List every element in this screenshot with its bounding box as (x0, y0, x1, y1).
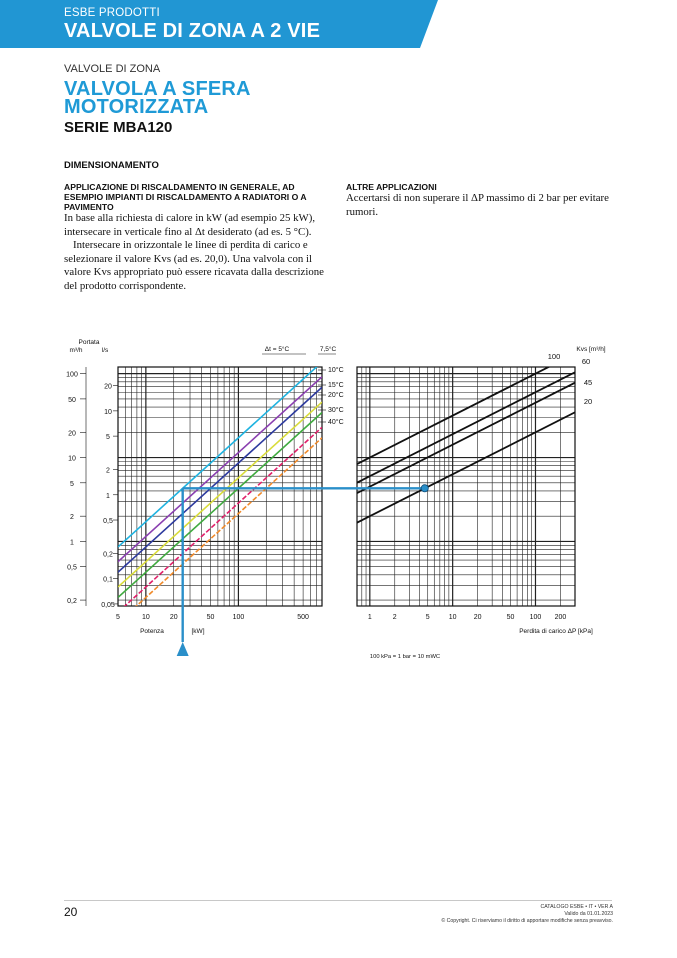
ls-tick-label: 1 (106, 492, 110, 500)
series-label-20: 20°C (328, 392, 344, 399)
right-paragraph-1: Accertarsi di non superare il ΔP massimo di 2 bar per evitare rumori. (346, 192, 609, 218)
series-line-7.5c (118, 377, 322, 562)
unit-note: 100 kPa = 1 bar = 10 mWC (369, 654, 441, 660)
ls-tick-label: 5 (106, 434, 110, 442)
series-label-40: 40°C (328, 419, 344, 426)
right-plot-frame (357, 367, 575, 606)
kvs-line-20 (357, 412, 575, 522)
ls-tick-label: 10 (104, 408, 112, 416)
m3h-tick-label: 5 (70, 480, 74, 488)
left-paragraph-2: Intersecare in orizzontale le linee di perdita di carico e selezionare il valore Kvs (ad es. 20,0). Una valvola con il valore Kvs appropriato può essere ricavata dalla descrizione del prodotto corrispondente. (64, 239, 324, 292)
kvs-label-20: 20 (583, 397, 593, 406)
delta-t-header: Δt = 5°C (264, 346, 290, 353)
power-tick-label: 100 (232, 614, 245, 621)
m3h-tick-label: 100 (66, 371, 78, 379)
power-tick-label: 20 (169, 614, 178, 621)
dp-tick-label: 200 (554, 614, 567, 621)
footer-divider (64, 900, 612, 901)
series-label-10: 10°C (328, 367, 344, 374)
m3h-tick-label: 1 (70, 539, 74, 547)
m3h-tick-label: 0,5 (67, 564, 77, 572)
delta-t-header-2: 7,5°C (319, 346, 337, 353)
series-line-10c (118, 387, 322, 572)
page-number: 20 (64, 905, 78, 919)
series-label-30: 30°C (328, 407, 344, 414)
product-title: VALVOLA A SFERA MOTORIZZATA (64, 78, 250, 118)
y-unit-ls: l/s (101, 347, 109, 354)
subheading: DIMENSIONAMENTO (64, 160, 159, 171)
kvs-axis-title: Kvs [m³/h] (576, 346, 606, 353)
kvs-label-60: 60 (581, 357, 591, 366)
footer-catalog: CATALOGO ESBE • IT • VER A (540, 904, 613, 910)
m3h-tick-label: 2 (70, 514, 74, 522)
text-column-right (346, 182, 616, 219)
kvs-line-45 (357, 383, 575, 493)
footer-valid: Valido da 01.01.2023 (564, 911, 613, 917)
power-tick-label: 10 (141, 614, 150, 621)
dp-tick-label: 20 (473, 614, 482, 621)
m3h-tick-label: 10 (68, 455, 76, 463)
dp-tick-label: 5 (425, 614, 430, 621)
ls-tick-label: 0,05 (101, 601, 115, 609)
power-tick-label: 5 (116, 614, 120, 621)
x-axis-label-dp: Perdita di carico ΔP [kPa] (519, 628, 593, 635)
x-axis-label-power: Potenza (140, 628, 164, 635)
left-heading: APPLICAZIONE DI RISCALDAMENTO IN GENERALE, AD ESEMPIO IMPIANTI DI RISCALDAMENTO A RADIATORI O A PAVIMENTO (64, 182, 307, 212)
left-paragraph-1: In base alla richiesta di calore in kW (ad esempio 25 kW), intersecare in verticale fino al Δt desiderato (ad es. 5 °C). (64, 212, 316, 238)
dp-tick-label: 10 (448, 614, 457, 621)
kvs-line-100 (357, 354, 575, 464)
dp-tick-label: 2 (392, 614, 397, 621)
kvs-label-100: 100 (547, 352, 561, 361)
series-label-15: 15°C (328, 382, 344, 389)
ls-tick-label: 20 (104, 383, 112, 391)
header-title: VALVOLE DI ZONA A 2 VIE (64, 20, 321, 42)
power-tick-label: 500 (297, 614, 309, 621)
ls-tick-label: 0,5 (103, 518, 113, 526)
ls-tick-label: 2 (106, 467, 110, 475)
ls-tick-label: 0,1 (103, 576, 113, 584)
text-column-left (64, 182, 329, 294)
series-line-20c (118, 413, 322, 598)
sizing-chart (0, 330, 677, 670)
kvs-label-45: 45 (583, 378, 593, 387)
dp-tick-label: 50 (506, 614, 515, 621)
header-banner (0, 0, 677, 48)
y-unit-m3h: m³/h (69, 347, 83, 354)
right-heading: ALTRE APPLICAZIONI (346, 182, 437, 192)
dp-tick-label: 1 (367, 614, 372, 621)
kvs-line-60 (357, 372, 575, 482)
y-axis-title: Portata (78, 339, 100, 346)
m3h-tick-label: 20 (68, 430, 76, 438)
m3h-tick-label: 0,2 (67, 598, 77, 606)
series-title: SERIE MBA120 (64, 119, 173, 136)
example-arrow (177, 642, 189, 656)
example-point (421, 485, 428, 492)
ls-tick-label: 0,2 (103, 551, 113, 559)
x-axis-unit-kw: [kW] (191, 628, 205, 635)
section-label: VALVOLE DI ZONA (64, 63, 161, 75)
m3h-tick-label: 50 (68, 396, 76, 404)
header-kicker: ESBE PRODOTTI (64, 7, 160, 19)
dp-tick-label: 100 (529, 614, 542, 621)
power-tick-label: 50 (206, 614, 215, 621)
footer-copyright: © Copyright. Ci riserviamo il diritto di apportare modifiche senza preavviso. (441, 918, 613, 924)
series-line-15c (118, 402, 322, 587)
